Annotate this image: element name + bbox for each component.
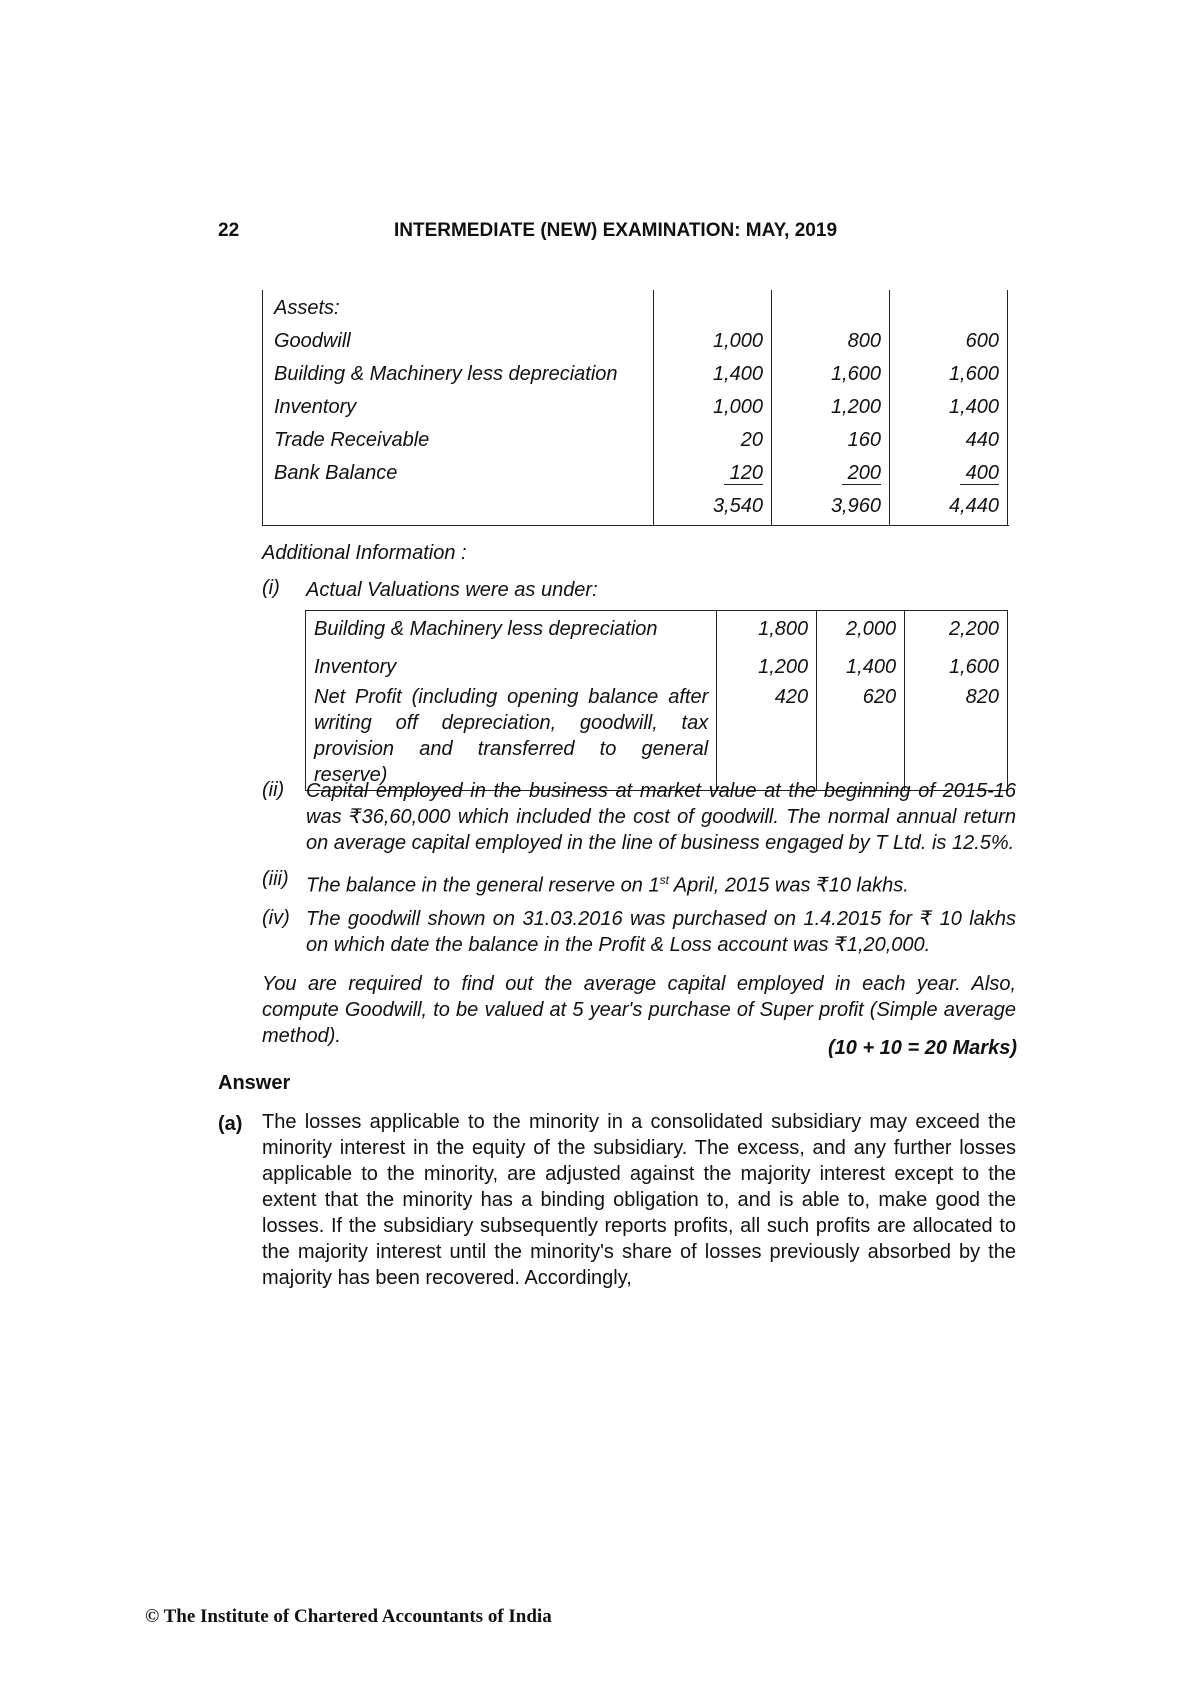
item-number: (iii) — [262, 868, 289, 890]
row-label: Building & Machinery less depreciation — [306, 611, 717, 650]
assets-section-row — [262, 294, 1009, 327]
cell-value: 20 — [740, 429, 763, 451]
cell-value: 420 — [717, 682, 817, 791]
answer-text: The losses applicable to the minority in a consolidated subsidiary may exceed the minority interest in the equity of the subsidiary. The excess, and any further losses applicable to the minority, are adjusted against the majority interest except to the extent that the minority has a binding obligation to, and is able to, make good the losses. If the subsidiary subsequently reports profits, all such profits are allocated to the majority interest until the minority's share of losses previously absorbed by the majority has been recovered. Accordingly, — [262, 1111, 1016, 1289]
item-text: The balance in the general reserve on 1st April, 2015 was ₹10 lakhs. — [306, 873, 909, 897]
assets-table — [262, 290, 1009, 526]
cell-value: 1,800 — [717, 611, 817, 650]
totals-row — [262, 492, 1009, 525]
table-row — [262, 360, 1009, 393]
cell-value: 620 — [817, 682, 905, 791]
footer-copyright: © The Institute of Chartered Accountants of India — [145, 1606, 552, 1627]
cell-value: 600 — [965, 330, 999, 352]
answer-part-label: (a) — [218, 1113, 243, 1135]
cell-value: 120 — [655, 459, 763, 487]
table-row — [262, 393, 1009, 426]
cell-value: 1,200 — [717, 649, 817, 682]
page-number: 22 — [218, 220, 240, 241]
cell-value: 1,400 — [817, 649, 905, 682]
table-row — [306, 649, 1008, 682]
cell-value: 820 — [905, 682, 1008, 791]
page-header-title: INTERMEDIATE (NEW) EXAMINATION: MAY, 2019 — [393, 220, 838, 241]
cell-value: 1,400 — [948, 396, 999, 418]
cell-value: 1,400 — [712, 363, 763, 385]
cell-value: 440 — [965, 429, 999, 451]
valuations-table — [305, 610, 1008, 791]
table-row — [262, 426, 1009, 459]
table-row — [262, 459, 1009, 492]
marks-label: (10 + 10 = 20 Marks) — [827, 1037, 1017, 1059]
cell-value: 1,000 — [712, 396, 763, 418]
answer-heading: Answer — [218, 1072, 291, 1094]
cell-value: 1,600 — [830, 363, 881, 385]
cell-value: 800 — [847, 330, 881, 352]
total-value: 3,960 — [830, 495, 881, 517]
cell-value: 160 — [847, 429, 881, 451]
cell-value: 2,000 — [817, 611, 905, 650]
table-row — [306, 611, 1008, 650]
table-row — [306, 682, 1008, 791]
item-text: Actual Valuations were as under: — [306, 579, 598, 601]
cell-value: 400 — [891, 459, 999, 487]
cell-value: 1,000 — [712, 330, 763, 352]
cell-value: 1,200 — [830, 396, 881, 418]
additional-info-heading: Additional Information : — [262, 542, 467, 564]
cell-value: 200 — [773, 459, 881, 487]
total-value: 4,440 — [948, 495, 999, 517]
total-value: 3,540 — [712, 495, 763, 517]
row-label: Inventory — [274, 396, 357, 418]
item-number: (iv) — [262, 907, 290, 929]
row-label: Inventory — [306, 649, 717, 682]
row-label: Bank Balance — [274, 462, 398, 484]
item-number: (ii) — [262, 779, 285, 801]
table-row — [262, 327, 1009, 360]
cell-value: 2,200 — [905, 611, 1008, 650]
assets-section-label: Assets: — [274, 297, 340, 319]
item-text: Capital employed in the business at market value at the beginning of 2015-16 was ₹36,60,000 which included the cost of goodwill. The normal annual return on average capital employed in the line of business engaged by T Ltd. is 12.5%. — [306, 780, 1016, 854]
row-label: Trade Receivable — [274, 429, 430, 451]
cell-value: 1,600 — [948, 363, 999, 385]
requirement-text: You are required to find out the average capital employed in each year. Also, compute Goodwill, to be valued at 5 year's purchase of Super profit (Simple average method). — [262, 973, 1016, 1047]
row-label: Building & Machinery less depreciation — [274, 363, 618, 385]
item-text: The goodwill shown on 31.03.2016 was purchased on 1.4.2015 for ₹ 10 lakhs on which date the balance in the Profit & Loss account was ₹1,20,000. — [306, 908, 1016, 956]
row-label: Net Profit (including opening balance after writing off depreciation, goodwill, tax provision and transferred to general reserve) — [306, 682, 717, 791]
item-number: (i) — [262, 577, 280, 599]
cell-value: 1,600 — [905, 649, 1008, 682]
row-label: Goodwill — [274, 330, 351, 352]
